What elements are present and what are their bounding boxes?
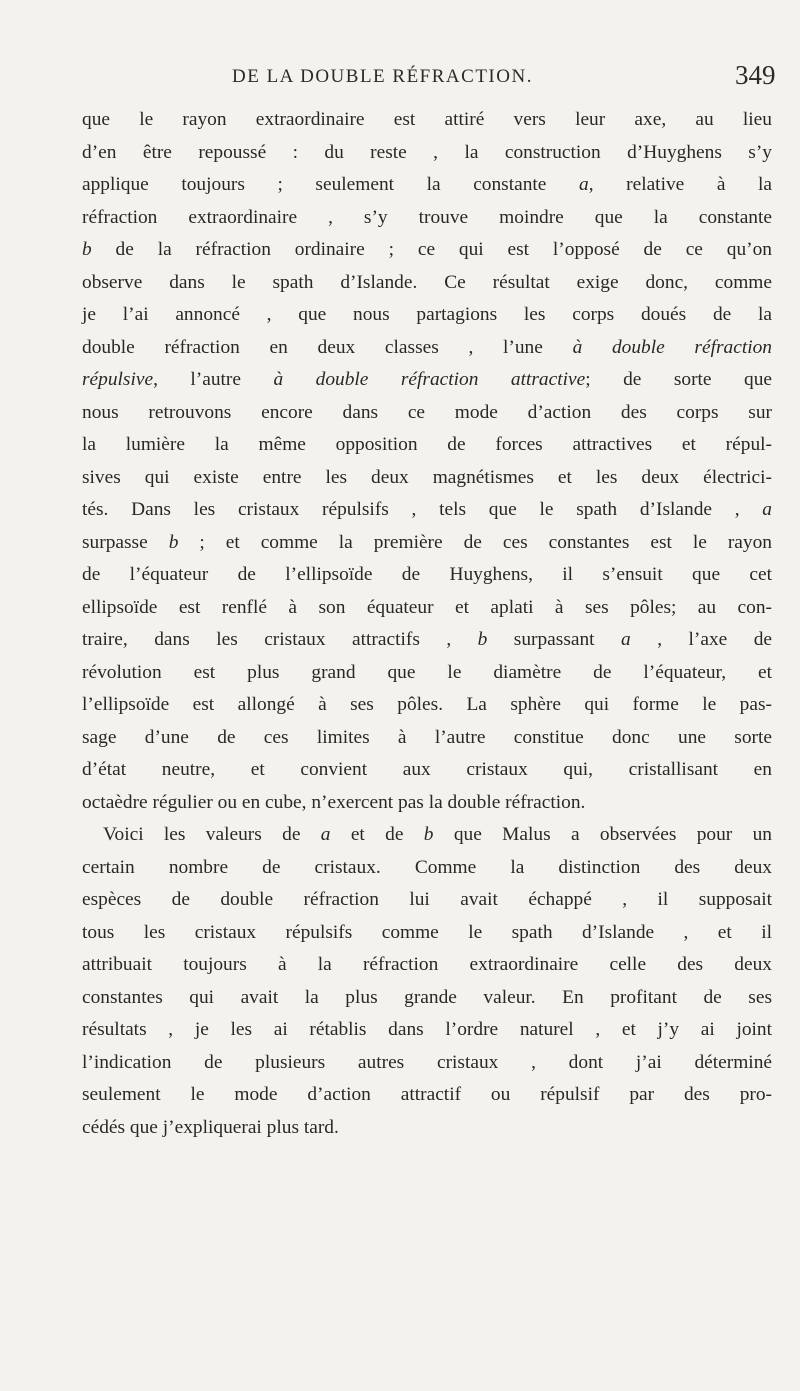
text-run: octaèdre régulier ou en cube, n’exercent pas la double réfraction. bbox=[82, 791, 586, 813]
text-run: que Malus a observées pour un bbox=[433, 824, 772, 845]
text-line bbox=[82, 1112, 772, 1145]
text-run: espèces de double réfraction lui avait échappé , il supposait bbox=[82, 889, 772, 910]
text-run: , relative à la bbox=[588, 174, 773, 195]
text-line bbox=[82, 1014, 772, 1047]
text-run: surpasse bbox=[82, 531, 169, 553]
text-line bbox=[82, 494, 772, 527]
italic-text: b bbox=[477, 629, 488, 650]
text-line bbox=[82, 397, 772, 430]
text-run: constantes qui avait la plus grande valeur. En profitant de ses bbox=[82, 986, 772, 1008]
italic-text: b bbox=[168, 531, 179, 553]
body-text bbox=[82, 104, 772, 1144]
text-run: je l’ai annoncé , que nous partagions les corps doués de la bbox=[82, 304, 772, 325]
text-run: réfraction extraordinaire , s’y trouve moindre que la constante bbox=[82, 206, 772, 228]
text-run: traire, dans les cristaux attractifs , bbox=[82, 629, 478, 650]
text-line bbox=[82, 754, 772, 787]
text-run: , l’autre bbox=[153, 369, 274, 390]
text-run: résultats , je les ai rétablis dans l’ordre naturel , et j’y ai joint bbox=[82, 1019, 772, 1040]
text-run: que le rayon extraordinaire est attiré vers leur axe, au lieu bbox=[82, 109, 772, 130]
text-run: certain nombre de cristaux. Comme la distinction des deux bbox=[82, 856, 772, 878]
text-run: d’en être repoussé : du reste , la construction d’Huyghens s’y bbox=[82, 141, 772, 163]
italic-text: à double réfraction attractive bbox=[273, 369, 586, 390]
text-run: surpassant bbox=[487, 629, 622, 650]
text-run: de l’équateur de l’ellipsoïde de Huyghens, il s’ensuit que cet bbox=[82, 564, 772, 585]
text-line bbox=[82, 1047, 772, 1080]
text-run: tous les cristaux répulsifs comme le spath d’Islande , et il bbox=[82, 921, 772, 943]
text-line bbox=[82, 429, 772, 462]
text-line bbox=[82, 819, 772, 852]
running-title: DE LA DOUBLE RÉFRACTION. bbox=[232, 66, 533, 87]
italic-text: b bbox=[82, 239, 92, 260]
text-line bbox=[82, 527, 772, 560]
text-run: nous retrouvons encore dans ce mode d’action des corps sur bbox=[82, 401, 772, 423]
text-run: , l’axe de bbox=[630, 629, 772, 650]
text-run: ; de sorte que bbox=[585, 369, 773, 390]
text-line bbox=[82, 104, 772, 137]
text-line bbox=[82, 884, 772, 917]
text-line bbox=[82, 169, 772, 202]
italic-text: a bbox=[579, 174, 589, 195]
text-line bbox=[82, 657, 772, 690]
text-run: et de bbox=[330, 824, 424, 845]
text-run: ellipsoïde est renflé à son équateur et aplati à ses pôles; au con- bbox=[82, 596, 772, 618]
text-line bbox=[82, 559, 772, 592]
text-run: observe dans le spath d’Islande. Ce résultat exige donc, comme bbox=[82, 271, 772, 293]
text-line bbox=[82, 234, 772, 267]
text-line bbox=[82, 137, 772, 170]
text-line bbox=[82, 462, 772, 495]
text-line bbox=[82, 787, 772, 820]
text-line bbox=[82, 299, 772, 332]
italic-text: a bbox=[621, 629, 631, 650]
text-line bbox=[82, 202, 772, 235]
text-run: Voici les valeurs de bbox=[103, 824, 321, 845]
text-line bbox=[82, 949, 772, 982]
text-line bbox=[82, 364, 772, 397]
italic-text: a bbox=[320, 824, 331, 845]
text-line bbox=[82, 982, 772, 1015]
text-run: sives qui existe entre les deux magnétismes et les deux électrici- bbox=[82, 466, 772, 488]
text-line bbox=[82, 267, 772, 300]
text-run: sage d’une de ces limites à l’autre constitue donc une sorte bbox=[82, 726, 772, 748]
page-number: 349 bbox=[735, 60, 776, 90]
text-line bbox=[82, 722, 772, 755]
text-run: cédés que j’expliquerai plus tard. bbox=[82, 1116, 339, 1138]
text-line bbox=[82, 1079, 772, 1112]
italic-text: à double réfraction bbox=[572, 336, 772, 358]
text-line bbox=[82, 917, 772, 950]
text-line bbox=[82, 624, 772, 657]
text-run: seulement le mode d’action attractif ou répulsif par des pro- bbox=[82, 1084, 772, 1105]
text-run: révolution est plus grand que le diamètre de l’équateur, et bbox=[82, 661, 772, 683]
text-line bbox=[82, 852, 772, 885]
text-line bbox=[82, 332, 772, 365]
text-run: de la réfraction ordinaire ; ce qui est l’opposé de ce qu’on bbox=[91, 239, 772, 260]
text-run: d’état neutre, et convient aux cristaux qui, cristallisant en bbox=[82, 759, 772, 780]
italic-text: a bbox=[762, 499, 772, 520]
text-run: ; et comme la première de ces constantes est le rayon bbox=[178, 531, 772, 553]
running-head bbox=[0, 58, 800, 98]
italic-text: répulsive bbox=[82, 369, 154, 390]
text-run: la lumière la même opposition de forces attractives et répul- bbox=[82, 434, 772, 455]
italic-text: b bbox=[423, 824, 434, 845]
text-line bbox=[82, 689, 772, 722]
text-run: applique toujours ; seulement la constante bbox=[82, 174, 579, 195]
text-run: l’ellipsoïde est allongé à ses pôles. La sphère qui forme le pas- bbox=[82, 694, 772, 715]
text-run: double réfraction en deux classes , l’une bbox=[82, 336, 573, 358]
text-run: l’indication de plusieurs autres cristaux , dont j’ai déterminé bbox=[82, 1051, 772, 1073]
text-run: attribuait toujours à la réfraction extraordinaire celle des deux bbox=[82, 954, 772, 975]
text-line bbox=[82, 592, 772, 625]
text-run: tés. Dans les cristaux répulsifs , tels que le spath d’Islande , bbox=[82, 499, 763, 520]
